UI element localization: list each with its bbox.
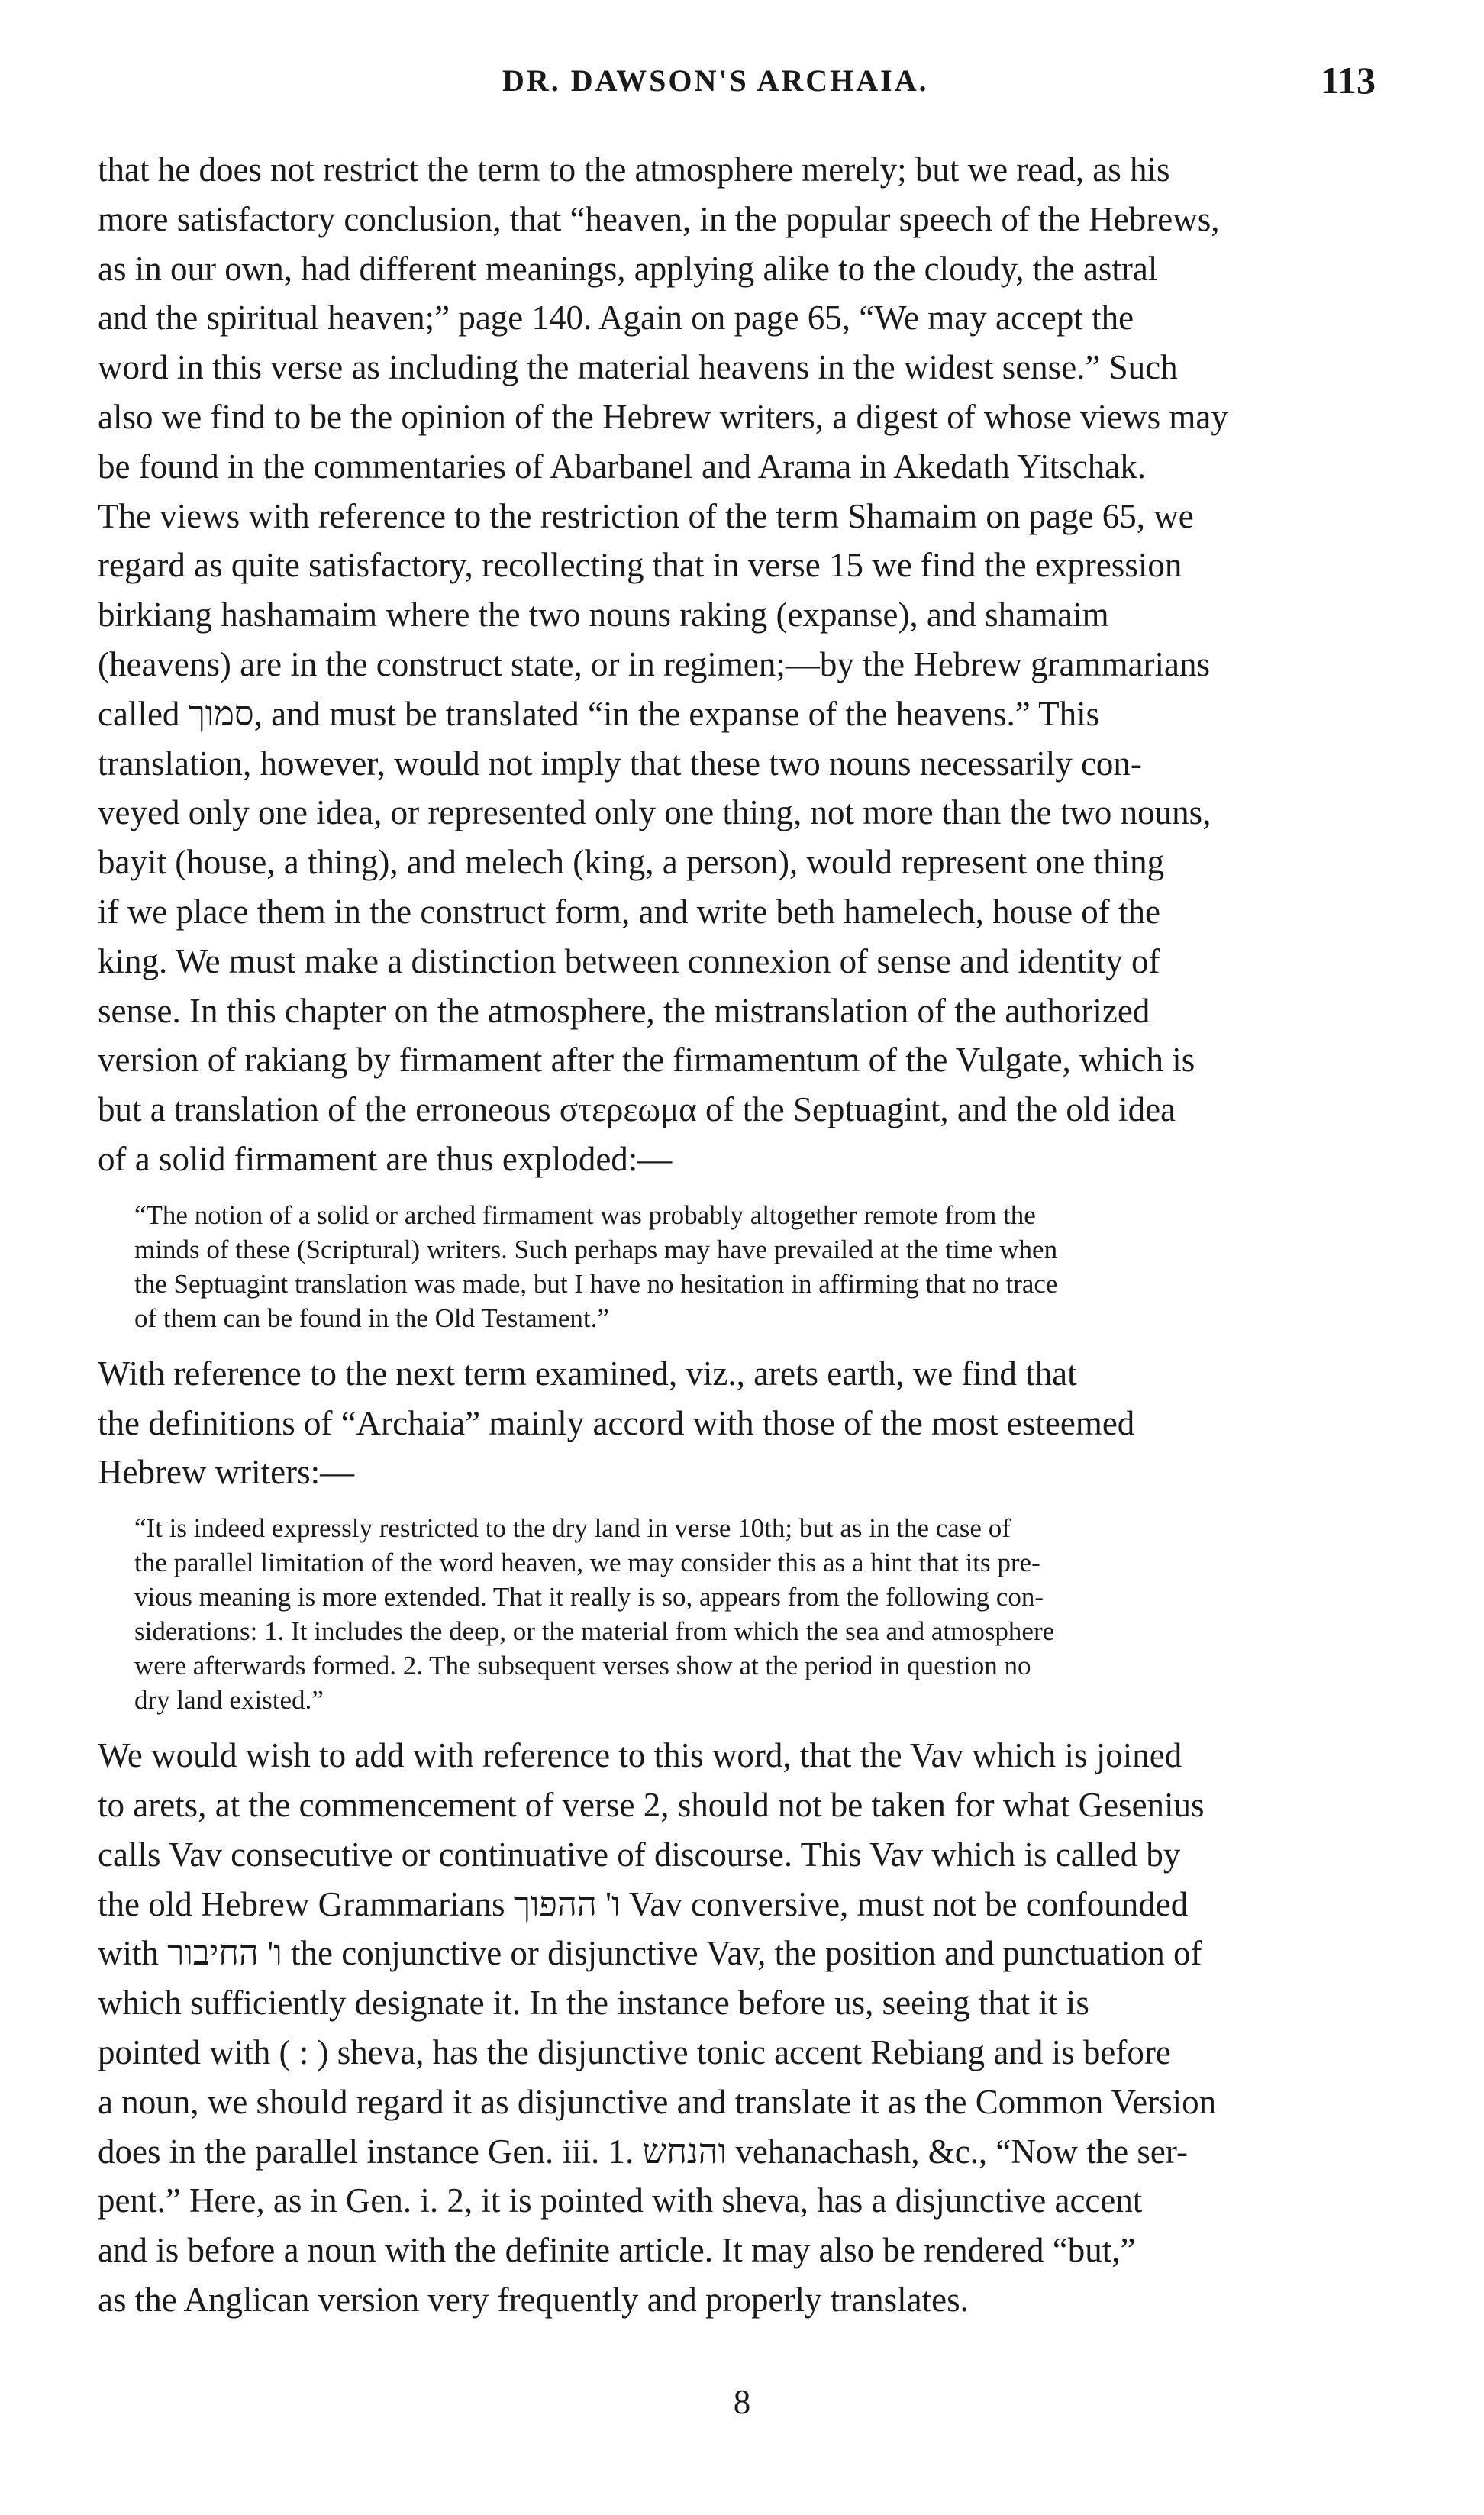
quote-line: “It is indeed expressly restricted to the dry land in verse 10th; but as in the case of [134, 1513, 1011, 1544]
signature-mark: 8 [733, 2383, 751, 2421]
text-line: as the Anglican version very frequently and properly translates. [98, 2280, 969, 2319]
quote-line: were afterwards formed. 2. The subsequent verses show at the period in question no [134, 1651, 1031, 1681]
text-line: Hebrew writers:— [98, 1453, 355, 1492]
text-line: regard as quite satisfactory, recollecting that in verse 15 we find the expression [98, 546, 1182, 585]
text-line: called סמוך, and must be translated “in the expanse of the heavens.” This [98, 694, 1100, 733]
page-header [98, 59, 1386, 116]
paragraph-vav [98, 1731, 1386, 2325]
paragraph-arets [98, 1349, 1386, 1497]
text-line: be found in the commentaries of Abarbanel and Arama in Akedath Yitschak. [98, 447, 1146, 486]
text-line: of a solid firmament are thus exploded:— [98, 1139, 673, 1178]
text-line: which sufficiently designate it. In the instance before us, seeing that it is [98, 1984, 1089, 2023]
text-line: does in the parallel instance Gen. iii. 1. והנחש vehanachash, &c., “Now the ser- [98, 2132, 1188, 2171]
text-line: veyed only one idea, or represented only one thing, not more than the two nouns, [98, 793, 1211, 832]
text-line: also we find to be the opinion of the Hebrew writers, a digest of whose views may [98, 397, 1228, 436]
text-line: sense. In this chapter on the atmosphere, the mistranslation of the authorized [98, 991, 1150, 1030]
text-line: and is before a noun with the definite article. It may also be rendered “but,” [98, 2231, 1136, 2270]
block-quote-dry-land [98, 1511, 1386, 1717]
text-line: that he does not restrict the term to the atmosphere merely; but we read, as his [98, 150, 1170, 189]
quote-line: minds of these (Scriptural) writers. Such perhaps may have prevailed at the time when [134, 1234, 1058, 1264]
running-head: DR. DAWSON'S ARCHAIA. [502, 63, 929, 98]
text-line: birkiang hashamaim where the two nouns raking (expanse), and shamaim [98, 596, 1109, 634]
text-line: version of rakiang by firmament after the firmamentum of the Vulgate, which is [98, 1041, 1195, 1080]
quote-line: dry land existed.” [134, 1685, 324, 1716]
text-line: word in this verse as including the material heavens in the widest sense.” Such [98, 348, 1178, 387]
text-line: if we place them in the construct form, and write beth hamelech, house of the [98, 892, 1161, 931]
text-line: translation, however, would not imply that these two nouns necessarily con- [98, 744, 1142, 783]
quote-line: of them can be found in the Old Testament.” [134, 1303, 609, 1333]
text-line: a noun, we should regard it as disjunctive and translate it as the Common Version [98, 2082, 1217, 2121]
block-quote-firmament [98, 1198, 1386, 1335]
text-line: with ו' החיבור the conjunctive or disjunctive Vav, the position and punctuation of [98, 1934, 1202, 1973]
body-text [98, 145, 1386, 2325]
text-line: (heavens) are in the construct state, or in regimen;—by the Hebrew grammarians [98, 644, 1210, 683]
quote-line: vious meaning is more extended. That it really is so, appears from the following con- [134, 1582, 1044, 1613]
quote-line: the parallel limitation of the word heaven, we may consider this as a hint that its pre- [134, 1548, 1040, 1578]
text-line: to arets, at the commencement of verse 2, should not be taken for what Gesenius [98, 1785, 1205, 1824]
text-line: bayit (house, a thing), and melech (king, a person), would represent one thing [98, 843, 1165, 882]
text-line: With reference to the next term examined, viz., arets earth, we find that [98, 1354, 1077, 1393]
text-line: but a translation of the erroneous στερεωμα of the Septuagint, and the old idea [98, 1090, 1176, 1129]
quote-line: “The notion of a solid or arched firmament was probably altogether remote from the [134, 1199, 1036, 1230]
paragraph-heavens [98, 145, 1386, 1184]
text-line: The views with reference to the restriction of the term Shamaim on page 65, we [98, 496, 1194, 535]
text-line: the old Hebrew Grammarians ו' ההפוך Vav conversive, must not be confounded [98, 1884, 1189, 1923]
text-line: as in our own, had different meanings, applying alike to the cloudy, the astral [98, 249, 1158, 288]
quote-line: siderations: 1. It includes the deep, or the material from which the sea and atmosphere [134, 1616, 1055, 1647]
text-line: king. We must make a distinction between connexion of sense and identity of [98, 941, 1160, 980]
text-line: the definitions of “Archaia” mainly accord with those of the most esteemed [98, 1403, 1135, 1442]
text-line: more satisfactory conclusion, that “heaven, in the popular speech of the Hebrews, [98, 199, 1220, 238]
text-line: pent.” Here, as in Gen. i. 2, it is pointed with sheva, has a disjunctive accent [98, 2181, 1143, 2220]
text-line: pointed with ( : ) sheva, has the disjunctive tonic accent Rebiang and is before [98, 2032, 1171, 2071]
text-line: calls Vav consecutive or continuative of discourse. This Vav which is called by [98, 1835, 1181, 1874]
text-line: and the spiritual heaven;” page 140. Again on page 65, “We may accept the [98, 299, 1134, 337]
quote-line: the Septuagint translation was made, but I have no hesitation in affirming that no trace [134, 1268, 1058, 1299]
text-line: We would wish to add with reference to this word, that the Vav which is joined [98, 1736, 1182, 1775]
page-number: 113 [1320, 59, 1376, 102]
